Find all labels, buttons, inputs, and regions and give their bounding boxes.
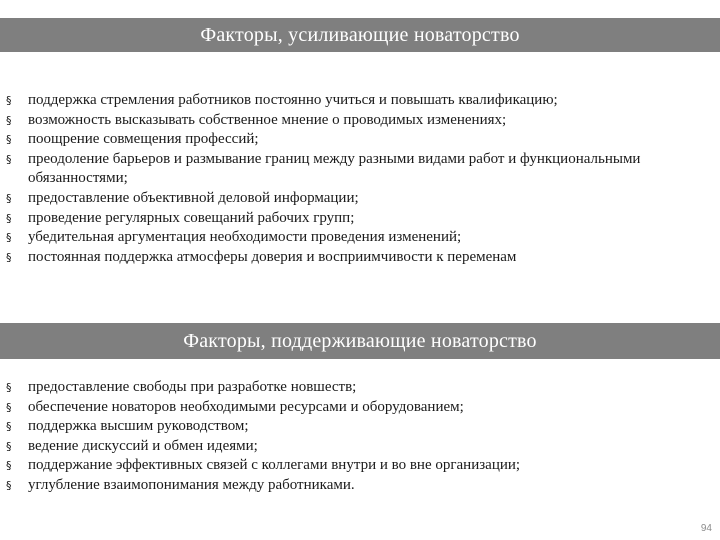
section-title-enhancing-factors: Факторы, усиливающие новаторство: [0, 18, 720, 52]
list-item-text: преодоление барьеров и размывание границ между разными видами работ и функциональными обязанностями;: [28, 150, 641, 187]
list-item: [0, 111, 720, 131]
bullet-icon: §: [6, 211, 12, 225]
supporting-factors-list: [0, 378, 720, 496]
list-item: [0, 456, 720, 476]
list-item-text: постоянная поддержка атмосферы доверия и восприимчивости к переменам: [28, 248, 517, 265]
list-item-text: убедительная аргументация необходимости проведения изменений;: [28, 229, 462, 246]
list-item: [0, 189, 720, 209]
bullet-icon: §: [6, 133, 12, 147]
list-item: [0, 398, 720, 418]
list-item-text: ведение дискуссий и обмен идеями;: [28, 437, 258, 454]
bullet-icon: §: [6, 94, 12, 107]
list-item: [0, 150, 720, 189]
list-item: [0, 437, 720, 457]
list-item-text: предоставление объективной деловой информации;: [28, 189, 359, 206]
list-item: [0, 476, 720, 496]
list-item: [0, 417, 720, 437]
list-item-text: углубление взаимопонимания между работниками.: [28, 476, 355, 493]
bullet-icon: §: [6, 191, 12, 205]
page-number: 94: [700, 523, 712, 534]
bullet-icon: §: [6, 113, 12, 127]
list-item-text: поддержка высшим руководством;: [28, 418, 249, 435]
list-item-text: проведение регулярных совещаний рабочих групп;: [28, 209, 355, 226]
list-item: [0, 130, 720, 150]
bullet-icon: §: [6, 420, 12, 434]
list-item-text: предоставление свободы при разработке новшеств;: [28, 379, 357, 395]
list-item-text: поддержка стремления работников постоянно учиться и повышать квалификацию;: [28, 92, 558, 108]
list-item-text: возможность высказывать собственное мнение о проводимых изменениях;: [28, 111, 507, 128]
enhancing-factors-list: [0, 91, 720, 267]
list-item-text: поощрение совмещения профессий;: [28, 131, 259, 148]
section-title-supporting-factors: Факторы, поддерживающие новаторство: [0, 323, 720, 359]
bullet-icon: §: [6, 400, 12, 414]
list-item-text: поддержание эффективных связей с коллегами внутри и во вне организации;: [28, 457, 521, 474]
bullet-icon: §: [6, 439, 12, 453]
bullet-icon: §: [6, 381, 12, 394]
list-item: [0, 209, 720, 229]
list-item: [0, 228, 720, 248]
bullet-icon: §: [6, 459, 12, 473]
list-item-text: обеспечение новаторов необходимыми ресурсами и оборудованием;: [28, 398, 464, 415]
bullet-icon: §: [6, 231, 12, 245]
list-item: [0, 248, 720, 268]
bullet-icon: §: [6, 152, 12, 166]
list-item: [0, 378, 720, 398]
bullet-icon: §: [6, 478, 12, 492]
bullet-icon: §: [6, 250, 12, 264]
list-item: [0, 91, 720, 111]
